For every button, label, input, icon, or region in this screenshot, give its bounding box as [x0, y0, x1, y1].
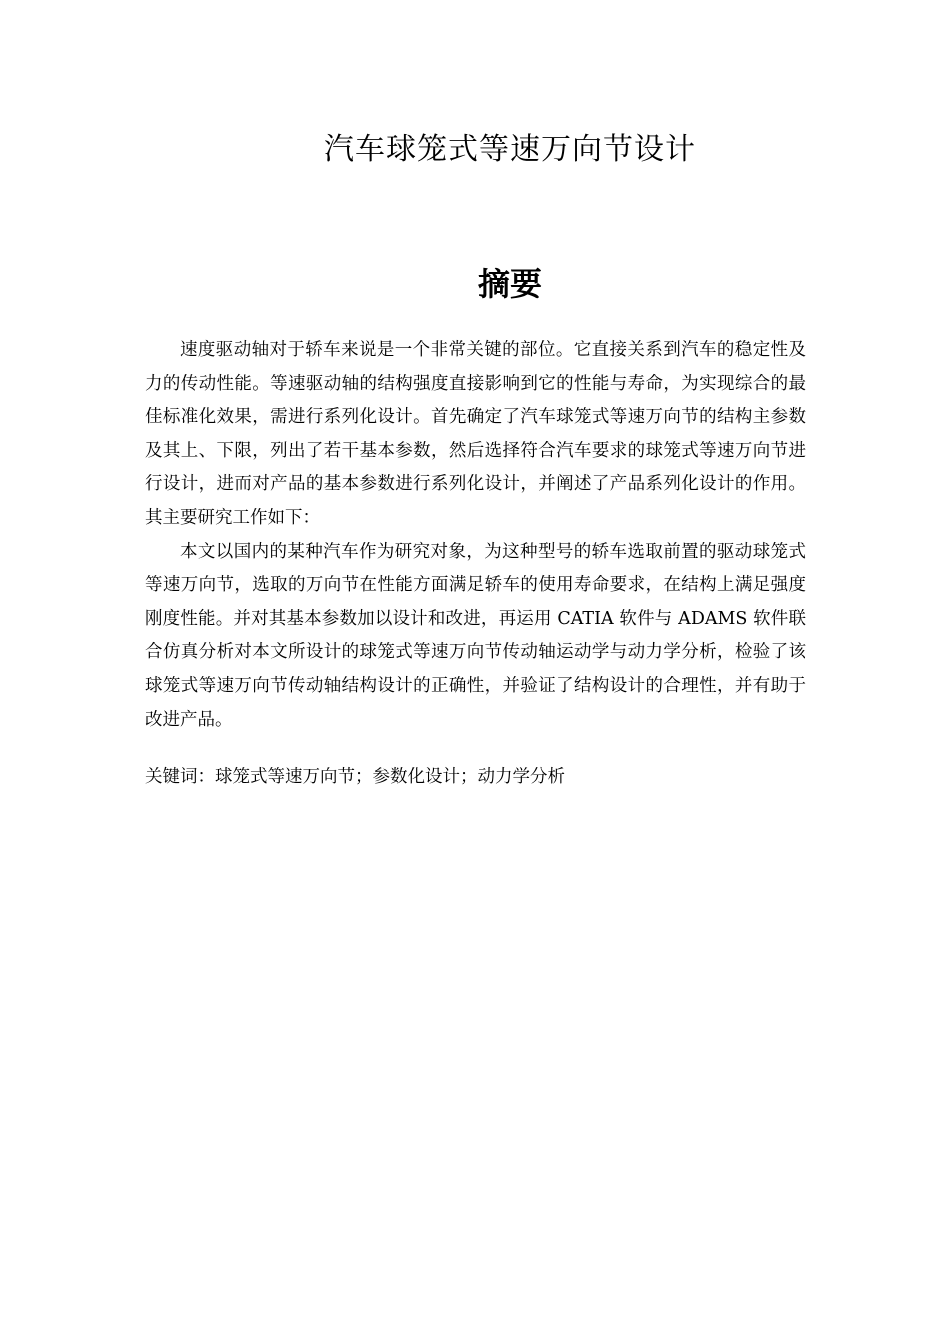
abstract-body: [145, 334, 806, 737]
keywords-label: 关键词：: [145, 767, 215, 787]
keywords-line: [145, 762, 806, 792]
abstract-paragraph-2: 本文以国内的某种汽车作为研究对象，为这种型号的轿车选取前置的驱动球笼式等速万向节，选取的万向节在性能方面满足轿车的使用寿命要求，在结构上满足强度刚度性能。并对其基本参数加以设计和改进，再运用 CATIA 软件与 ADAMS 软件联合仿真分析对本文所设计的球笼式等速万向节传动轴运动学与动力学分析，检验了该球笼式等速万向节传动轴结构设计的正确性，并验证了结构设计的合理性，并有助于改进产品。: [145, 541, 806, 730]
document-title: 汽车球笼式等速万向节设计: [324, 132, 696, 167]
keywords-text: 球笼式等速万向节；参数化设计；动力学分析: [215, 767, 565, 787]
abstract-heading: 摘要: [477, 265, 542, 303]
abstract-paragraph-1: 速度驱动轴对于轿车来说是一个非常关键的部位。它直接关系到汽车的稳定性及力的传动性能。等速驱动轴的结构强度直接影响到它的性能与寿命，为实现综合的最佳标准化效果，需进行系列化设计。首先确定了汽车球笼式等速万向节的结构主参数及其上、下限，列出了若干基本参数，然后选择符合汽车要求的球笼式等速万向节进行设计，进而对产品的基本参数进行系列化设计，并阐述了产品系列化设计的作用。其主要研究工作如下：: [145, 340, 806, 528]
